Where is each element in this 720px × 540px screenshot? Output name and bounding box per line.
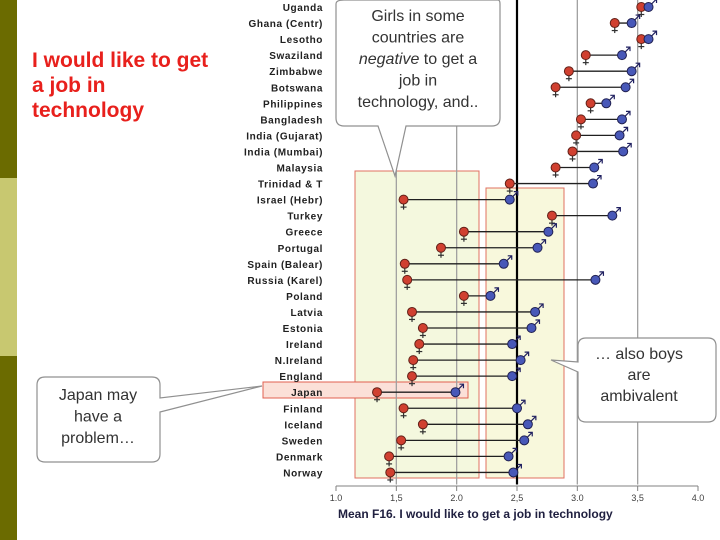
x-axis-label: Mean F16. I would like to get a job in technology	[338, 507, 613, 521]
left-callout-line: problem…	[61, 430, 135, 447]
girl-point	[409, 356, 418, 365]
boy-marker-arrow	[623, 127, 628, 132]
top-callout-line: Girls in some	[371, 8, 465, 25]
left-callout-line: Japan may	[58, 387, 138, 404]
girl-point	[397, 436, 406, 445]
left-callout-line: have a	[73, 408, 123, 426]
category-label: Ghana (Centr)	[248, 19, 323, 31]
boy-marker-arrow	[609, 95, 614, 100]
boy-point	[508, 372, 517, 381]
girl-point	[399, 195, 408, 204]
slide-title: I would like to get a job in technology	[32, 49, 209, 123]
boy-point	[591, 275, 600, 284]
category-label: Denmark	[276, 452, 323, 464]
category-label: Estonia	[282, 324, 323, 335]
boy-marker-arrow	[598, 272, 603, 277]
category-label: Zimbabwe	[269, 67, 323, 79]
category-label: Israel (Hebr)	[256, 195, 323, 207]
category-label: Turkey	[287, 211, 323, 223]
boy-point	[520, 436, 529, 445]
category-label: N.Ireland	[274, 356, 323, 368]
boy-marker-arrow	[615, 208, 620, 213]
category-label: Philippines	[263, 99, 323, 111]
top-callout-plain-words: to get a	[423, 51, 478, 68]
girl-point	[586, 99, 595, 108]
category-label: Russia (Karel)	[247, 275, 323, 287]
girl-point	[610, 19, 619, 28]
girl-point	[551, 83, 560, 92]
category-label: England	[279, 372, 323, 384]
girl-point	[459, 227, 468, 236]
top-callout-line: countries are	[371, 29, 465, 47]
girl-point	[564, 67, 573, 76]
boy-point	[627, 19, 636, 28]
x-tick-label: 3,5	[631, 493, 644, 503]
right-callout-line: … also boys	[594, 346, 684, 363]
boy-point	[504, 452, 513, 461]
boy-marker-arrow	[597, 160, 602, 165]
boy-point	[508, 340, 517, 349]
girl-point	[505, 179, 514, 188]
boy-point	[505, 195, 514, 204]
boy-point	[589, 179, 598, 188]
top-callout-line	[359, 51, 477, 68]
girl-point	[399, 404, 408, 413]
category-label: Spain (Balear)	[247, 259, 323, 271]
boy-marker-arrow	[652, 31, 657, 36]
boy-point	[602, 99, 611, 108]
boy-point	[621, 83, 630, 92]
girl-point	[408, 307, 417, 316]
boy-point	[617, 51, 626, 60]
girl-point	[385, 452, 394, 461]
category-label: Greece	[285, 227, 323, 239]
girl-point	[581, 51, 590, 60]
category-label: Japan	[291, 388, 323, 400]
top-callout-line: job in	[398, 72, 438, 90]
right-callout-line: are	[627, 367, 651, 384]
category-label: India (Gujarat)	[246, 131, 323, 143]
girl-point	[568, 147, 577, 156]
boy-marker-arrow	[626, 143, 631, 148]
girls-negative-zone	[355, 171, 479, 478]
x-tick-label: 1,5	[390, 493, 403, 503]
category-label: Malaysia	[276, 163, 323, 175]
category-label: Norway	[283, 468, 323, 480]
top-callout-italic-word: negative	[358, 51, 424, 68]
category-label: Finland	[283, 404, 323, 416]
boy-point	[509, 468, 518, 477]
girl-point	[459, 291, 468, 300]
boy-point	[590, 163, 599, 172]
girl-point	[551, 163, 560, 172]
boy-marker-arrow	[625, 111, 630, 116]
x-tick-label: 2,5	[510, 493, 524, 503]
girl-point	[572, 131, 581, 140]
boy-point	[486, 291, 495, 300]
top-callout-line: technology, and..	[357, 94, 479, 111]
boy-point	[523, 420, 532, 429]
girl-point	[547, 211, 556, 220]
girl-point	[418, 324, 427, 333]
girl-point	[408, 372, 417, 381]
boy-point	[644, 3, 653, 12]
girl-point	[436, 243, 445, 252]
category-label: Uganda	[282, 3, 323, 14]
category-label: Lesotho	[279, 35, 323, 47]
x-tick-label: 4.0	[691, 493, 705, 503]
category-label: India (Mumbai)	[244, 147, 323, 159]
boy-marker-arrow	[625, 47, 630, 52]
boy-point	[644, 35, 653, 44]
boy-point	[615, 131, 624, 140]
girl-point	[576, 115, 585, 124]
chart-label-layer	[244, 3, 323, 479]
boy-point	[527, 324, 536, 333]
girl-point	[373, 388, 382, 397]
boy-point	[544, 227, 553, 236]
category-label: Sweden	[281, 436, 323, 448]
boy-point	[617, 115, 626, 124]
boy-point	[533, 243, 542, 252]
category-label: Trinidad & T	[258, 179, 323, 191]
boy-point	[627, 67, 636, 76]
boy-marker-arrow	[596, 176, 601, 181]
girl-point	[400, 259, 409, 268]
category-label: Swaziland	[269, 51, 323, 63]
boy-point	[451, 388, 460, 397]
category-label: Ireland	[286, 340, 323, 352]
category-label: Botswana	[270, 83, 323, 95]
boy-point	[531, 307, 540, 316]
category-label: Bangladesh	[260, 115, 323, 127]
x-tick-label: 3.0	[571, 493, 584, 503]
boy-point	[499, 259, 508, 268]
boy-marker-arrow	[629, 79, 634, 84]
category-label: Poland	[286, 291, 323, 303]
boy-marker-arrow	[652, 0, 657, 4]
category-label: Latvia	[290, 307, 323, 319]
girl-point	[403, 275, 412, 284]
x-tick-label: 1.0	[329, 493, 343, 503]
girl-point	[418, 420, 427, 429]
boy-point	[513, 404, 522, 413]
girl-point	[415, 340, 424, 349]
right-callout-line: ambivalent	[600, 388, 678, 405]
boy-point	[516, 356, 525, 365]
category-label: Portugal	[277, 243, 323, 255]
girl-point	[386, 468, 395, 477]
boy-point	[608, 211, 617, 220]
x-tick-label: 2.0	[450, 493, 463, 503]
category-label: Iceland	[284, 420, 323, 432]
boy-point	[619, 147, 628, 156]
